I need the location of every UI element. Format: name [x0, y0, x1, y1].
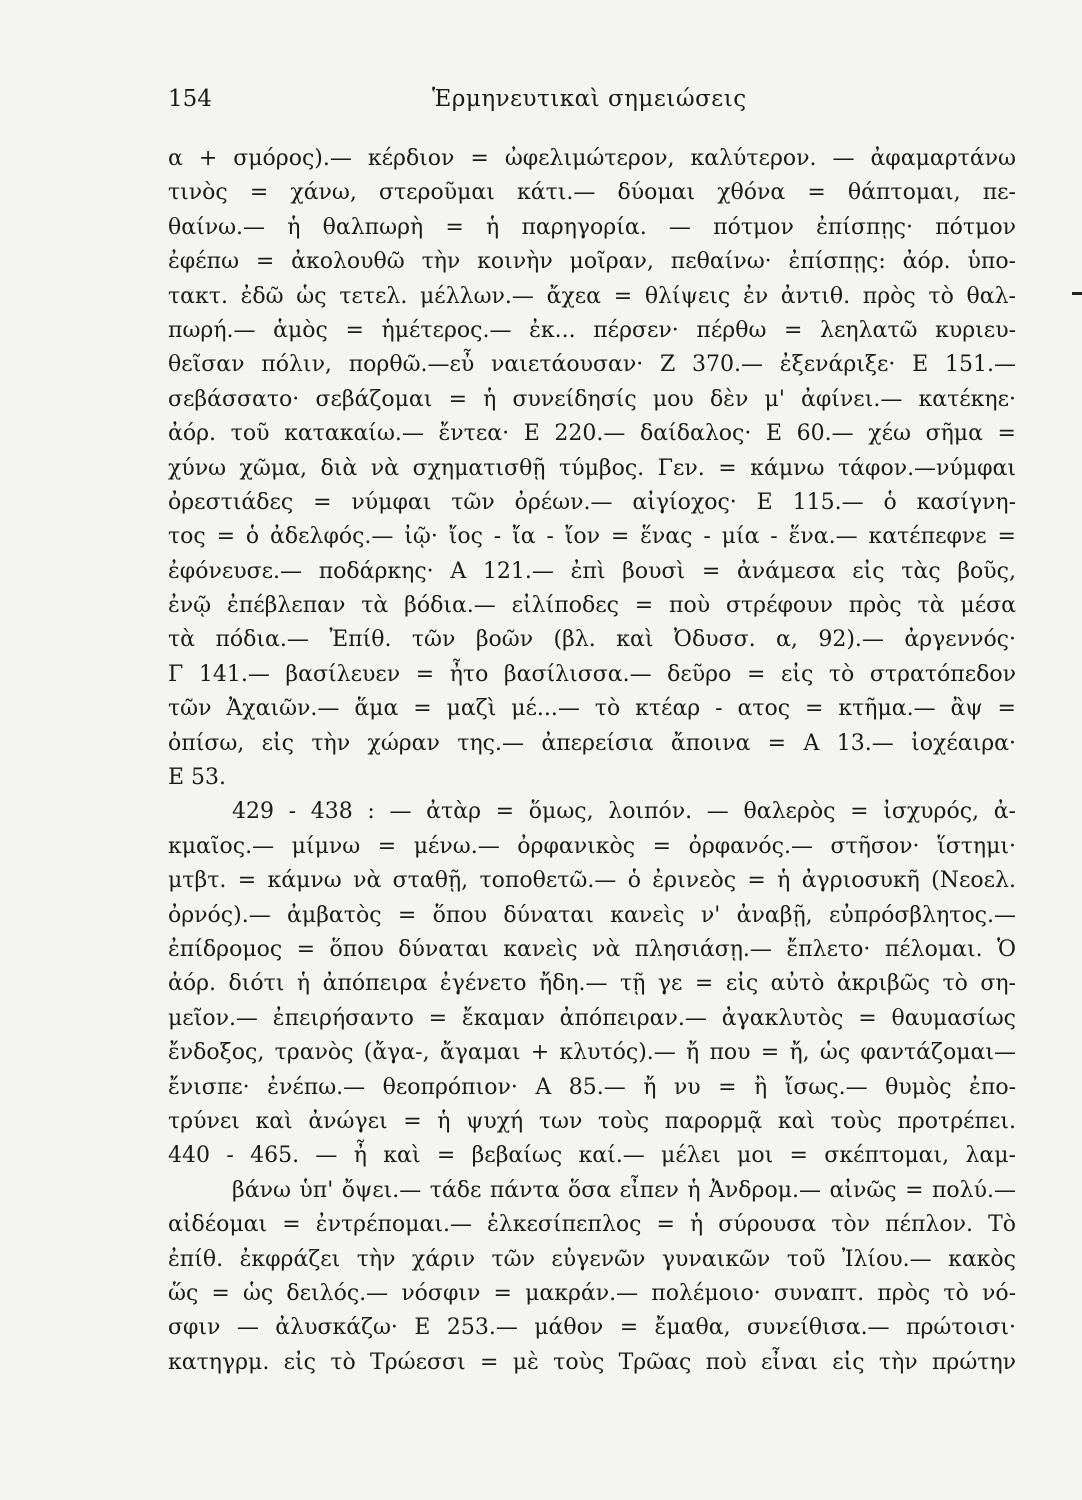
text-line: τὰ πόδια.— Ἐπίθ. τῶν βοῶν (βλ. καὶ Ὀδυσσ. α, 92).— ἀργεννός· — [168, 627, 1016, 653]
page-header — [168, 86, 1016, 122]
text-line: μτβτ. = κάμνω νὰ σταθῇ, τοποθετῶ.— ὁ ἐρινεὸς = ἡ ἀγριοσυκῆ (Νεοελ. — [168, 868, 1016, 894]
text-line: ἔνδοξος, τρανὸς (ἄγα-, ἄγαμαι + κλυτός).— ἤ που = ἤ, ὡς φαντάζομαι— — [168, 1040, 1016, 1066]
text-line: ἐπίδρομος = ὅπου δύναται κανεὶς νὰ πλησιάσῃ.— ἔπλετο· πέλομαι. Ὁ — [168, 936, 1016, 962]
scan-edge-mark — [1072, 292, 1082, 295]
text-line: ἐνῷ ἐπέβλεπαν τὰ βόδια.— εἰλίποδες = ποὺ στρέφουν πρὸς τὰ μέσα — [168, 593, 1016, 619]
text-line: ἐπίθ. ἐκφράζει τὴν χάριν τῶν εὐγενῶν γυναικῶν τοῦ Ἰλίου.— κακὸς — [168, 1246, 1016, 1272]
text-line: αἰδέομαι = ἐντρέπομαι.— ἑλκεσίπεπλος = ἡ σύρουσα τὸν πέπλον. Τὸ — [168, 1212, 1016, 1238]
text-line: κατηγρμ. εἰς τὸ Τρώεσσι = μὲ τοὺς Τρῶας ποὺ εἶναι εἰς τὴν πρώτην — [168, 1349, 1016, 1375]
text-line: θεῖσαν πόλιν, πορθῶ.—εὖ ναιετάουσαν· Ζ 370.— ἐξενάριξε· Ε 151.— — [168, 352, 1016, 378]
text-line: τος = ὁ ἀδελφός.— ἰῷ· ἴος - ἴα - ἴον = ἕνας - μία - ἕνα.— κατέπεφνε = — [168, 524, 1016, 550]
text-line: τρύνει καὶ ἀνώγει = ἡ ψυχή των τοὺς παρορμᾷ καὶ τοὺς προτρέπει. — [168, 1108, 1016, 1134]
text-line: σφιν — ἀλυσκάζω· Ε 253.— μάθον = ἔμαθα, συνείθισα.— πρώτοισι· — [168, 1315, 1016, 1341]
text-line: χύνω χῶμα, διὰ νὰ σχηματισθῇ τύμβος. Γεν. = κάμνω τάφον.—νύμφαι — [168, 455, 1016, 481]
text-line: Γ 141.— βασίλευεν = ἦτο βασίλισσα.— δεῦρο = εἰς τὸ στρατόπεδον — [168, 661, 1016, 687]
text-line: πωρή.— ἁμὸς = ἡμέτερος.— ἐκ... πέρσεν· πέρθω = λεηλατῶ κυριευ- — [168, 317, 1016, 343]
section-start-line: βάνω ὑπ' ὄψει.— τάδε πάντα ὅσα εἶπεν ἡ Ἀνδρομ.— αἰνῶς = πολύ.— — [232, 1177, 1016, 1203]
text-line: α + σμόρος).— κέρδιον = ὠφελιμώτερον, καλύτερον. — ἀφαμαρτάνω — [168, 146, 1016, 171]
text-line: θαίνω.— ἡ θαλπωρὴ = ἡ παρηγορία. — πότμον ἐπίσπῃς· πότμον — [168, 214, 1016, 240]
text-line: ὀρεστιάδες = νύμφαι τῶν ὀρέων.— αἰγίοχος· Ε 115.— ὁ κασίγνη- — [168, 489, 1016, 515]
text-line: ἀόρ. τοῦ κατακαίω.— ἔντεα· Ε 220.— δαίδαλος· Ε 60.— χέω σῆμα = — [168, 421, 1016, 447]
running-title: Ἑρμηνευτικαὶ σημειώσεις — [432, 86, 747, 112]
text-line: Ε 53. — [168, 765, 227, 791]
section-start-line: 429 - 438 : — ἀτὰρ = ὅμως, λοιπόν. — θαλερὸς = ἰσχυρός, ἀ- — [232, 799, 1016, 825]
body-text — [168, 142, 1016, 1414]
text-line: κμαῖος.— μίμνω = μένω.— ὀρφανικὸς = ὀρφανός.— στῆσον· ἵστημι· — [168, 833, 1016, 859]
text-line: σεβάσσατο· σεβάζομαι = ἡ συνείδησίς μου δὲν μ' ἀφίνει.— κατέκηε· — [168, 386, 1016, 412]
text-line: τῶν Ἀχαιῶν.— ἅμα = μαζὶ μέ...— τὸ κτέαρ - ατος = κτῆμα.— ἂψ = — [168, 696, 1016, 722]
page-number: 154 — [168, 86, 212, 112]
text-line: ἔνισπε· ἐνέπω.— θεοπρόπιον· Α 85.— ἤ νυ = ἢ ἴσως.— θυμὸς ἐπο- — [168, 1074, 1016, 1100]
text-line: τινὸς = χάνω, στεροῦμαι κάτι.— δύομαι χθόνα = θάπτομαι, πε- — [168, 180, 1016, 206]
text-line: ὀρνός).— ἀμβατὸς = ὅπου δύναται κανεὶς ν' ἀναβῇ, εὐπρόσβλητος.— — [168, 902, 1016, 928]
text-line: μεῖον.— ἐπειρήσαντο = ἔκαμαν ἀπόπειραν.— ἀγακλυτὸς = θαυμασίως — [168, 1005, 1016, 1031]
text-line: ἐφόνευσε.— ποδάρκης· Α 121.— ἐπὶ βουσὶ = ἀνάμεσα εἰς τὰς βοῦς, — [168, 558, 1016, 584]
text-line: ὥς = ὡς δειλός.— νόσφιν = μακράν.— πολέμοιο· συναπτ. πρὸς τὸ νό- — [168, 1280, 1016, 1306]
text-line — [168, 1380, 1016, 1414]
text-line: ἀόρ. διότι ἡ ἀπόπειρα ἐγένετο ἤδη.— τῇ γε = εἰς αὐτὸ ἀκριβῶς τὸ ση- — [168, 971, 1016, 997]
text-line: 440 - 465. — ἦ καὶ = βεβαίως καί.— μέλει μοι = σκέπτομαι, λαμ- — [168, 1143, 1016, 1169]
text-line: ὀπίσω, εἰς τὴν χώραν της.— ἀπερείσια ἄποινα = Α 13.— ἰοχέαιρα· — [168, 730, 1016, 756]
text-line: τακτ. ἐδῶ ὡς τετελ. μέλλων.— ἄχεα = θλίψεις ἐν ἀντιθ. πρὸς τὸ θαλ- — [168, 283, 1016, 309]
text-line: ἐφέπω = ἀκολουθῶ τὴν κοινὴν μοῖραν, πεθαίνω· ἐπίσπῃς: ἀόρ. ὑπο- — [168, 249, 1016, 275]
